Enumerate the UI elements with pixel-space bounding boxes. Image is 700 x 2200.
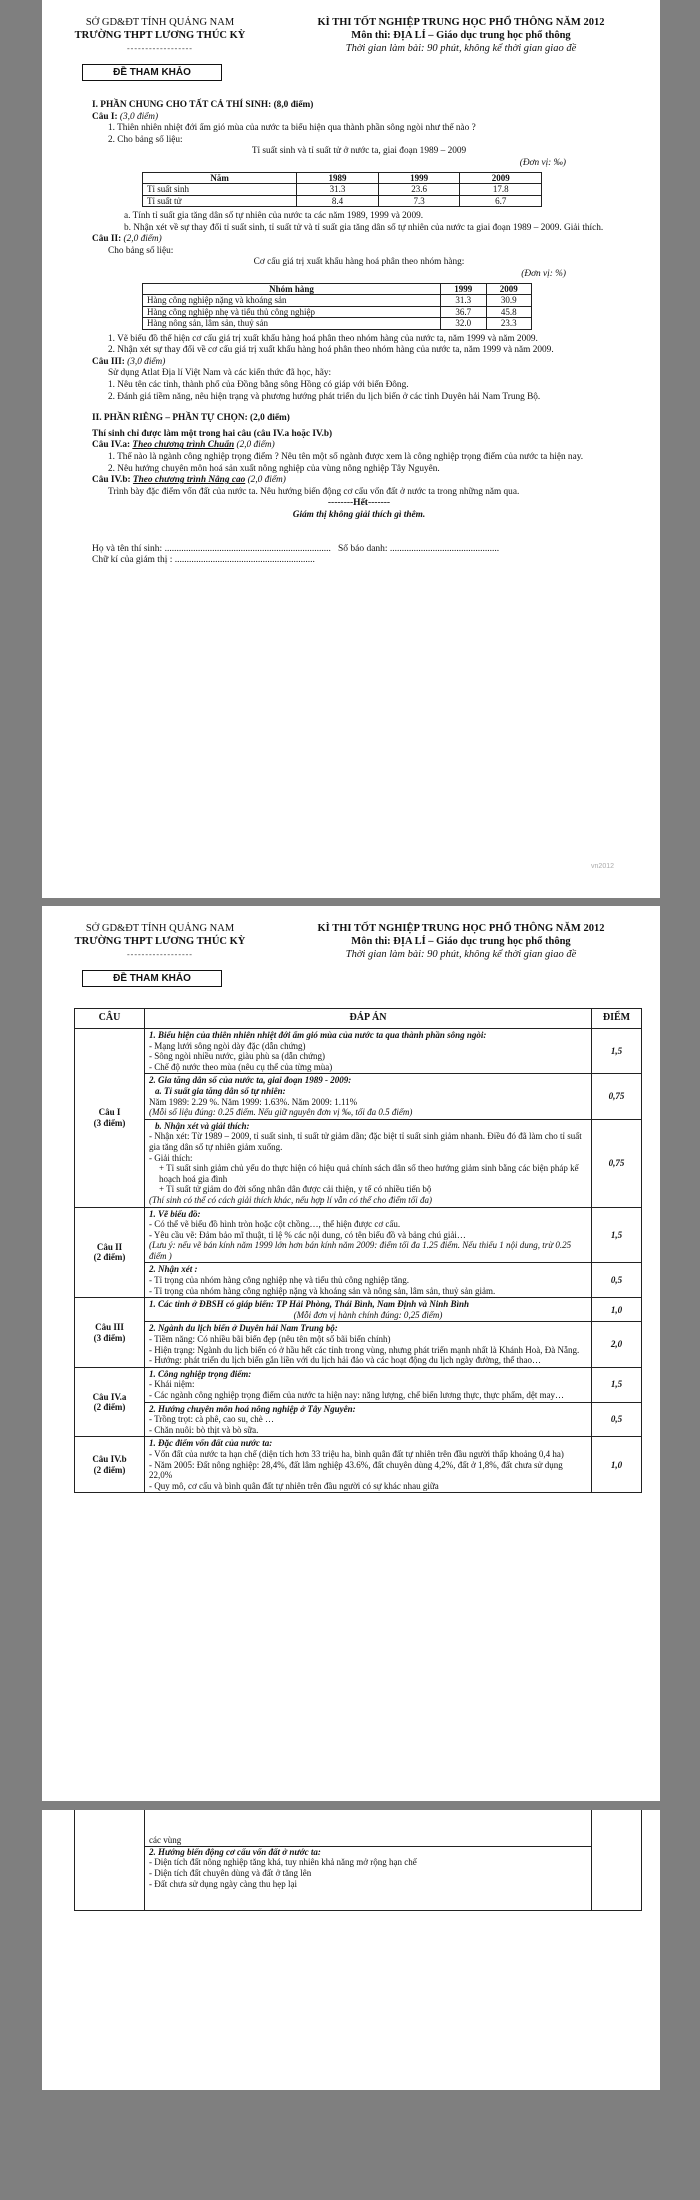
q2-points: (2,0 điểm) <box>123 234 162 245</box>
answer-table-continued <box>74 1810 642 1911</box>
table-cell: 7.3 <box>378 195 460 207</box>
table-row <box>75 1029 642 1074</box>
candidate-name-line: Họ và tên thí sinh: ...................................................................... <box>92 543 331 554</box>
table1-title: Tỉ suất sinh và tỉ suất tử ở nước ta, giai đoạn 1989 – 2009 <box>251 146 467 157</box>
table-row <box>75 1810 642 1910</box>
points-cell: 0,5 <box>592 1263 642 1298</box>
q4a-part1: 1. Thế nào là ngành công nghiệp trọng điểm ? Nêu tên một số ngành được xem là công nghiệp trọng điểm của nước ta hiện nay. <box>108 451 584 462</box>
question-cell: Câu IV.a (2 điểm) <box>75 1367 145 1437</box>
table-row <box>75 1119 642 1207</box>
q2-part2: 2. Nhận xét sự thay đổi về cơ cấu giá trị xuất khẩu hàng hoá phân theo nhóm hàng của nước ta, năm 1999 và năm 2009. <box>108 345 554 356</box>
answer-table <box>74 1008 642 1493</box>
proctor-note: Giám thị không giải thích gì thêm. <box>292 509 426 520</box>
school-block <box>60 922 260 961</box>
table-cell: Tỉ suất sinh <box>143 184 297 196</box>
question-cell: Câu III (3 điểm) <box>75 1298 145 1368</box>
answer-cell: 1. Công nghiệp trọng điểm: - Khái niệm: - Các ngành công nghiệp trọng điểm của nước ta hiện nay: năng lượng, chế biến lương thực, thực phẩm, dệt may… <box>145 1367 592 1402</box>
separator-dots: ------------------ <box>127 44 193 53</box>
q1-label: Câu I: <box>92 111 118 122</box>
table-cell: 17.8 <box>460 184 542 196</box>
table-cell: 30.9 <box>486 295 531 307</box>
exam-title-block <box>280 16 642 55</box>
table-header: Nhóm hàng <box>143 283 441 295</box>
signature-line: Chữ kí của giám thị : ........................................................... <box>92 555 315 566</box>
table-cell: 31.3 <box>441 295 486 307</box>
part2-title: II. PHẦN RIÊNG – PHẦN TỰ CHỌN: (2,0 điểm) <box>92 413 290 424</box>
q4b-program: Theo chương trình Nâng cao <box>132 475 246 486</box>
exam-title-block <box>280 922 642 961</box>
exam-header <box>42 16 660 102</box>
answer-cell: 2. Nhận xét : - Tỉ trọng của nhóm hàng công nghiệp nhẹ và tiểu thủ công nghiệp tăng. - Tỉ trọng của nhóm hàng công nghiệp nặng và khoáng sản và nông sản, lâm sản, thuỷ sản giảm. <box>145 1263 592 1298</box>
end-marker: --------Hết------- <box>327 498 391 509</box>
reference-label: ĐỀ THAM KHẢO <box>82 64 222 81</box>
points-cell: 0,5 <box>592 1402 642 1437</box>
watermark: vn2012 <box>591 863 614 870</box>
table-cell: 8.4 <box>297 195 379 207</box>
points-cell: 1,5 <box>592 1367 642 1402</box>
answer-cell: 2. Ngành du lịch biển ở Duyên hải Nam Trung bộ: - Tiềm năng: Có nhiều bãi biển đẹp (nêu tên một số bãi biển chính) - Hiện trạng: Ngành du lịch biển có ở hầu hết các tỉnh trong vùng, nhưng phát triển mạnh nhất là Khánh Hoà, Đà Nẵng. - Hướng: phát triển du lịch biển gắn liền với du lịch hải đảo và các hoạt động du lịch ngày đường, thể thao… <box>145 1322 592 1367</box>
table-row <box>75 1322 642 1367</box>
column-header-cau: CÂU <box>75 1009 145 1029</box>
points-cell: 1,0 <box>592 1298 642 1322</box>
table-row <box>143 295 532 307</box>
exam-time: Thời gian làm bài: 90 phút, không kể thời gian giao đề <box>345 43 577 54</box>
answer-cell: 1. Đặc điểm vốn đất của nước ta: - Vốn đất của nước ta hạn chế (diện tích hơn 33 triệu ha, bình quân đất tự nhiên trên đầu người thấp khoảng 0,4 ha) - Năm 2005: Đất nông nghiệp: 28,4%, đất lâm nghiệp 43.6%, đất chuyên dùng 4,2%, đất ở 1,8%, đất chưa sử dụng 22,0% - Quy mô, cơ cấu và bình quân đất tự nhiên trên đầu người có sự khác nhau giữa <box>145 1437 592 1493</box>
q4b-points: (2,0 điểm) <box>247 475 286 486</box>
answer-cell: 2. Gia tăng dân số của nước ta, giai đoạn 1989 - 2009: a. Tỉ suất gia tăng dân số tự nhiên: Năm 1989: 2.29 %. Năm 1999: 1.63%. Năm 2009: 1.11% (Mỗi số liệu đúng: 0.25 điểm. Nếu giữ nguyên đơn vị ‰, tối đa 0.5 điểm) <box>145 1074 592 1119</box>
table-row <box>75 1437 642 1493</box>
points-cell: 0,75 <box>592 1119 642 1207</box>
export-structure-table <box>142 283 532 330</box>
table-row <box>75 1367 642 1402</box>
exam-time: Thời gian làm bài: 90 phút, không kể thời gian giao đề <box>345 949 577 960</box>
question-cell: Câu I (3 điểm) <box>75 1029 145 1208</box>
table-header: 1999 <box>441 283 486 295</box>
answer-page <box>42 906 660 1801</box>
q4b-label: Câu IV.b: <box>92 475 131 486</box>
question-cell: Câu IV.b (2 điểm) <box>75 1437 145 1493</box>
answer-cell: 1. Vẽ biểu đồ: - Có thể vẽ biểu đồ hình tròn hoặc cột chồng…, thể hiện được cơ cấu. - Yêu cầu vẽ: Đảm bảo mĩ thuật, tỉ lệ % các nội dung, có tên biểu đồ và bảng chú giải… (Lưu ý: nếu vẽ bán kính năm 1999 lớn hơn bán kính năm 2009: điểm tối đa 1.25 điểm. Nếu thiếu 1 nội dung, trừ 0.25 điểm ) <box>145 1207 592 1263</box>
table-cell: Hàng nông sản, lâm sản, thuỷ sản <box>143 318 441 330</box>
q3-points: (3,0 điểm) <box>127 356 166 367</box>
table-row <box>143 184 542 196</box>
question-cell: Câu II (2 điểm) <box>75 1207 145 1298</box>
table-row <box>75 1207 642 1263</box>
exam-body <box>92 100 626 567</box>
table-row <box>75 1263 642 1298</box>
school-block <box>60 16 260 55</box>
q2-label: Câu II: <box>92 234 122 245</box>
table2-unit: (Đơn vị: %) <box>521 269 566 280</box>
school-name: TRƯỜNG THPT LƯƠNG THÚC KỲ <box>74 30 246 41</box>
table-cell: 23.6 <box>378 184 460 196</box>
q4a-label: Câu IV.a: <box>92 440 131 451</box>
table-header: 2009 <box>486 283 531 295</box>
q4a-program: Theo chương trình Chuẩn <box>132 440 235 451</box>
q2-intro: Cho bảng số liệu: <box>108 245 174 256</box>
table-cell: 31.3 <box>297 184 379 196</box>
q3-intro: Sử dụng Atlat Địa lí Việt Nam và các kiến thức đã học, hãy: <box>108 368 332 379</box>
table-row <box>75 1402 642 1437</box>
table2-title: Cơ cấu giá trị xuất khẩu hàng hoá phân theo nhóm hàng: <box>253 257 465 268</box>
answer-cell: các vùng 2. Hướng biến động cơ cấu vốn đất ở nước ta: - Diện tích đất nông nghiệp tăng khá, tuy nhiên khả năng mở rộng hạn chế - Diện tích đất chuyên dùng và đất ở tăng lên - Đất chưa sử dụng ngày càng thu hẹp lại <box>145 1810 592 1910</box>
table-row <box>75 1074 642 1119</box>
q4a-part2: 2. Nêu hướng chuyên môn hoá sản xuất nông nghiệp của vùng nông nghiệp Tây Nguyên. <box>108 463 440 474</box>
q3-part2: 2. Đánh giá tiềm năng, nêu hiện trạng và phương hướng phát triển du lịch biển ở các tỉnh Duyên hải Nam Trung Bộ. <box>108 391 541 402</box>
answer-cell: b. Nhận xét và giải thích: - Nhận xét: Từ 1989 – 2009, tỉ suất sinh, tỉ suất tử giảm dần; đặc biệt tỉ suất sinh giảm nhanh. Điều đó đã làm cho tỉ suất gia tăng dân số tự nhiên giảm xuống. - Giải thích: + Tỉ suất sinh giảm chủ yếu do thực hiện có hiệu quả chính sách dân số theo hướng giảm sinh bằng các biện pháp kế hoạch hoá gia đình + Tỉ suất tử giảm do đời sống nhân dân được cải thiện, y tế có nhiều tiến bộ (Thí sinh có thể có cách giải thích khác, nếu hợp lí vẫn có thể cho điểm tối đa) <box>145 1119 592 1207</box>
table-header: 1999 <box>378 172 460 184</box>
points-cell: 1,5 <box>592 1029 642 1074</box>
points-cell: 1,0 <box>592 1437 642 1493</box>
q3-part1: 1. Nêu tên các tỉnh, thành phố của Đồng bằng sông Hồng có giáp với biển Đông. <box>108 380 409 390</box>
points-cell: 0,75 <box>592 1074 642 1119</box>
q1-points: (3,0 điểm) <box>119 111 159 122</box>
table-cell: Hàng công nghiệp nặng và khoáng sản <box>143 295 441 307</box>
column-header-answer: ĐÁP ÁN <box>145 1009 592 1029</box>
answer-cell: 1. Các tỉnh ở ĐBSH có giáp biển: TP Hải Phòng, Thái Bình, Nam Định và Ninh Bình (Mỗi đơn vị hành chính đúng: 0,25 điểm) <box>145 1298 592 1322</box>
table-cell: 36.7 <box>441 306 486 318</box>
dept-name: SỞ GD&ĐT TỈNH QUẢNG NAM <box>85 923 235 934</box>
column-header-points: ĐIỂM <box>592 1009 642 1029</box>
answer-header <box>42 922 660 1008</box>
table-cell: Hàng công nghiệp nhẹ và tiểu thủ công nghiệp <box>143 306 441 318</box>
question-cell <box>75 1810 145 1910</box>
q2-part1: 1. Vẽ biểu đồ thể hiện cơ cấu giá trị xuất khẩu hàng hoá phân theo nhóm hàng của nước ta, năm 1999 và năm 2009. <box>108 333 538 344</box>
table-header: 2009 <box>460 172 542 184</box>
q4a-points: (2,0 điểm) <box>236 440 275 451</box>
school-name: TRƯỜNG THPT LƯƠNG THÚC KỲ <box>74 936 246 947</box>
points-cell <box>592 1810 642 1910</box>
table-cell: 32.0 <box>441 318 486 330</box>
q4b-text: Trình bày đặc điểm vốn đất của nước ta. Nêu hướng biến động cơ cấu vốn đất ở nước ta trong những năm qua. <box>108 486 520 497</box>
q3-label: Câu III: <box>92 356 125 367</box>
candidate-number-line: Số báo danh: .............................................. <box>337 543 500 554</box>
continuation-page <box>42 1810 660 2090</box>
table-row <box>143 195 542 207</box>
exam-title: KÌ THI TỐT NGHIỆP TRUNG HỌC PHỔ THÔNG NĂM 2012 <box>317 923 605 934</box>
q1-part2b: b. Nhận xét về sự thay đổi tỉ suất sinh, tỉ suất tử và tỉ suất gia tăng dân số tự nhiên của nước ta giai đoạn 1989 – 2009. Giải thích. <box>124 222 604 233</box>
table-row <box>75 1298 642 1322</box>
table-row <box>143 318 532 330</box>
reference-label: ĐỀ THAM KHẢO <box>82 970 222 987</box>
table-cell: 45.8 <box>486 306 531 318</box>
table-cell: Tỉ suất tử <box>143 195 297 207</box>
q1-part1: 1. Thiên nhiên nhiệt đới ẩm gió mùa của nước ta biểu hiện qua thành phần sông ngòi như thế nào ? <box>108 123 476 134</box>
birth-death-table <box>142 172 542 208</box>
part2-note: Thí sinh chỉ được làm một trong hai câu (câu IV.a hoặc IV.b) <box>92 428 333 439</box>
exam-subject: Môn thi: ĐỊA LÍ – Giáo dục trung học phổ thông <box>351 30 571 41</box>
points-cell: 1,5 <box>592 1207 642 1263</box>
table-header: 1989 <box>297 172 379 184</box>
dept-name: SỞ GD&ĐT TỈNH QUẢNG NAM <box>85 17 235 28</box>
exam-subject: Môn thi: ĐỊA LÍ – Giáo dục trung học phổ thông <box>351 936 571 947</box>
table1-unit: (Đơn vị: ‰) <box>519 157 566 168</box>
exam-page <box>42 0 660 898</box>
table-header: Năm <box>143 172 297 184</box>
table-cell: 6.7 <box>460 195 542 207</box>
points-cell: 2,0 <box>592 1322 642 1367</box>
table-row <box>143 306 532 318</box>
separator-dots: ------------------ <box>127 950 193 959</box>
answer-cell: 1. Biểu hiện của thiên nhiên nhiệt đới ẩm gió mùa của nước ta qua thành phần sông ngòi: - Mạng lưới sông ngòi dày đặc (dẫn chứng) - Sông ngòi nhiều nước, giàu phù sa (dẫn chứng) - Chế độ nước theo mùa (nêu cụ thể của từng mùa) <box>145 1029 592 1074</box>
table-cell: 23.3 <box>486 318 531 330</box>
exam-title: KÌ THI TỐT NGHIỆP TRUNG HỌC PHỔ THÔNG NĂM 2012 <box>317 17 605 28</box>
q1-part2: 2. Cho bảng số liệu: <box>108 134 183 145</box>
part1-title: I. PHẦN CHUNG CHO TẤT CẢ THÍ SINH: (8,0 điểm) <box>92 100 314 110</box>
q1-part2a: a. Tính tỉ suất gia tăng dân số tự nhiên của nước ta các năm 1989, 1999 và 2009. <box>124 211 424 222</box>
answer-cell: 2. Hướng chuyên môn hoá nông nghiệp ở Tây Nguyên: - Trồng trọt: cà phê, cao su, chè … - Chăn nuôi: bò thịt và bò sữa. <box>145 1402 592 1437</box>
